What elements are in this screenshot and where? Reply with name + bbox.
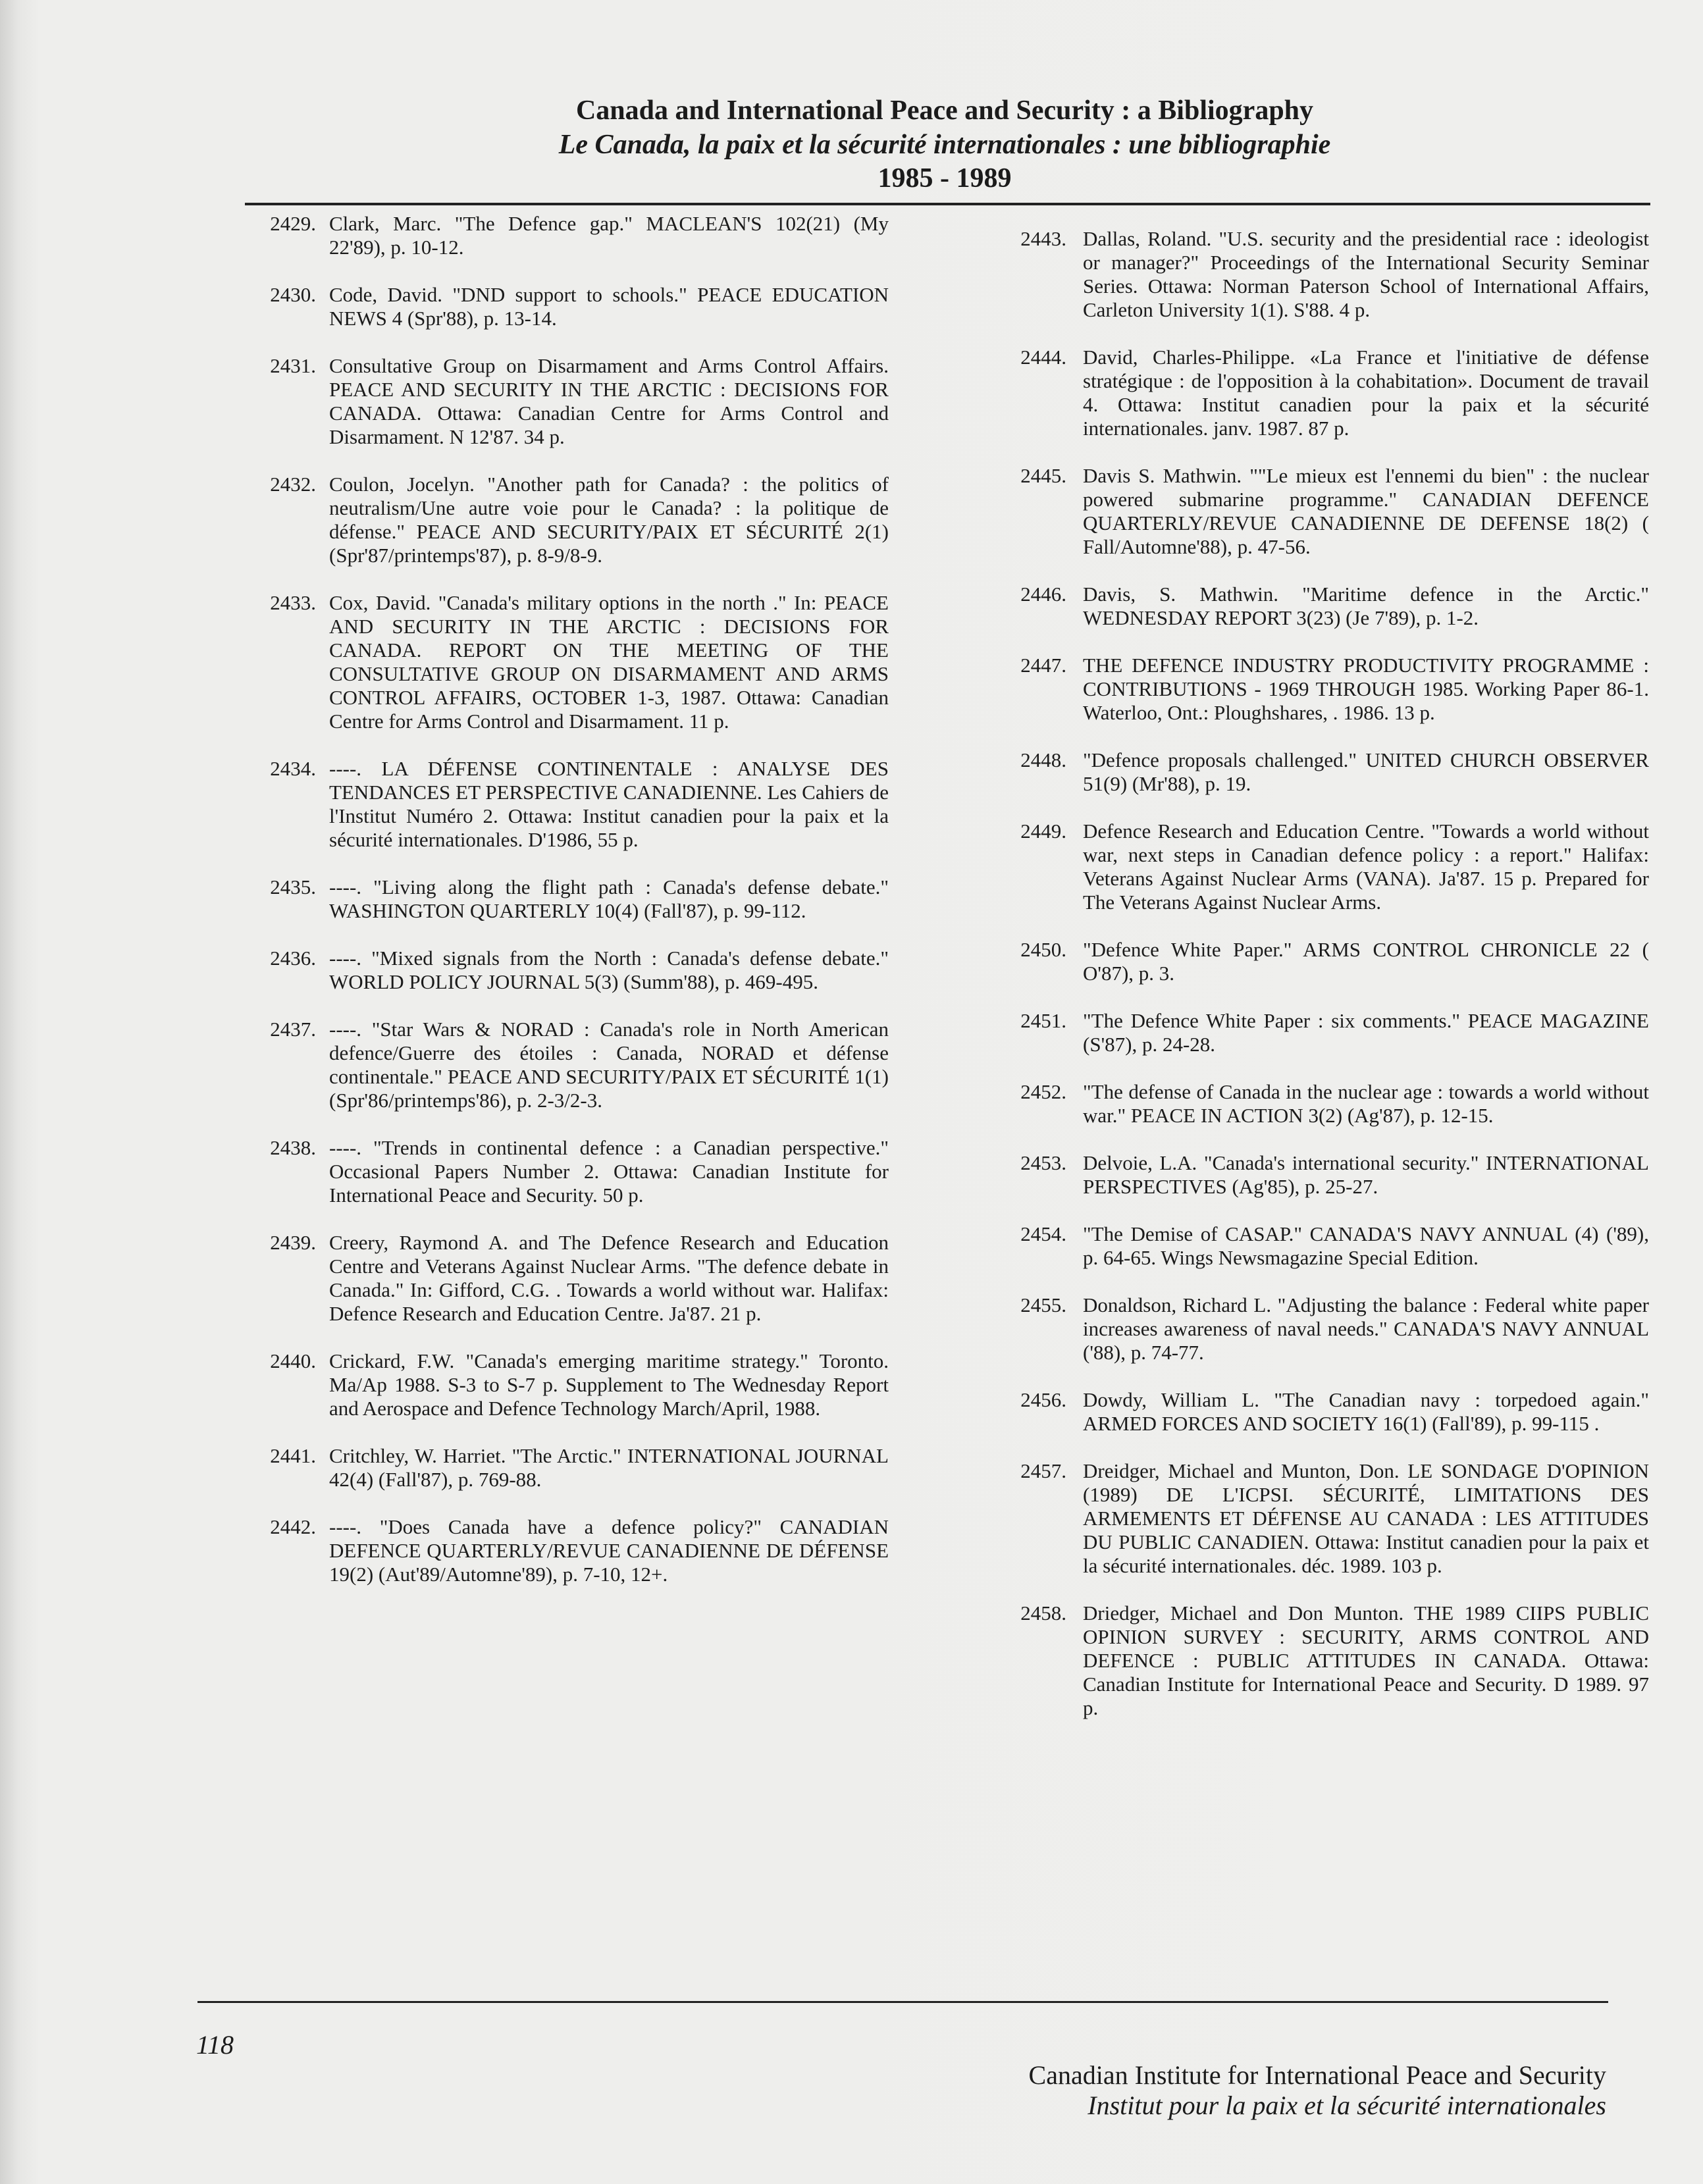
bibliography-entry <box>961 1009 1649 1056</box>
entry-text: Code, David. "DND support to schools." PEACE EDUCATION NEWS 4 (Spr'88), p. 13-14. <box>329 283 889 330</box>
entry-text: ----. "Does Canada have a defence policy?" CANADIAN DEFENCE QUARTERLY/REVUE CANADIENNE DE DÉFENSE 19(2) (Aut'89/Automne'89), p. 7-10, 12+. <box>329 1515 889 1586</box>
bibliography-entry <box>961 583 1649 630</box>
entry-text: "Defence proposals challenged." UNITED CHURCH OBSERVER 51(9) (Mr'88), p. 19. <box>1083 748 1649 795</box>
bibliography-entry <box>961 1151 1649 1199</box>
entry-text: THE DEFENCE INDUSTRY PRODUCTIVITY PROGRAMME : CONTRIBUTIONS - 1969 THROUGH 1985. Working Paper 86-1. Waterloo, Ont.: Ploughshares, . 1986. 13 p. <box>1083 654 1649 724</box>
bibliography-entry <box>961 1601 1649 1720</box>
entry-text: Clark, Marc. "The Defence gap." MACLEAN'S 102(21) (My 22'89), p. 10-12. <box>329 212 889 259</box>
entry-number: 2454. <box>1020 1222 1066 1245</box>
entry-number: 2434. <box>270 757 316 780</box>
bibliography-entry <box>217 1349 889 1420</box>
bibliography-entry <box>961 819 1649 914</box>
bibliography-entry <box>961 346 1649 440</box>
entry-number: 2443. <box>1020 227 1066 250</box>
entry-number: 2445. <box>1020 464 1066 487</box>
bibliography-entry <box>217 1444 889 1492</box>
entry-number: 2438. <box>270 1136 316 1159</box>
institute-name-english: Canadian Institute for International Peace and Security <box>1028 2060 1606 2090</box>
entry-text: Critchley, W. Harriet. "The Arctic." INTERNATIONAL JOURNAL 42(4) (Fall'87), p. 769-88. <box>329 1444 889 1491</box>
footer-rule <box>197 2001 1608 2003</box>
entry-number: 2433. <box>270 591 316 614</box>
bibliography-entry <box>217 473 889 567</box>
entry-number: 2436. <box>270 947 316 970</box>
entry-text: Cox, David. "Canada's military options in the north ." In: PEACE AND SECURITY IN THE ARCTIC : DECISIONS FOR CANADA. REPORT ON THE MEETING OF THE CONSULTATIVE GROUP ON DISARMAMENT AND ARMS CONTROL AFFAIRS, OCTOBER 1-3, 1987. Ottawa: Canadian Centre for Arms Control and Disarmament. 11 p. <box>329 591 889 733</box>
entry-text: Defence Research and Education Centre. "Towards a world without war, next steps in Canadian defence policy : a report." Halifax: Veterans Against Nuclear Arms (VANA). Ja'87. 15 p. Prepared for The Veterans Against Nuclear Arms. <box>1083 819 1649 914</box>
entry-text: Coulon, Jocelyn. "Another path for Canada? : the politics of neutralism/Une autre voie pour le Canada? : la politique de défense." PEACE AND SECURITY/PAIX ET SÉCURITÉ 2(1) (Spr'87/printemps'87), p. 8-9/8-9. <box>329 473 889 567</box>
page-number: 118 <box>196 2030 234 2060</box>
bibliography-entry <box>961 1222 1649 1270</box>
entry-number: 2453. <box>1020 1151 1066 1174</box>
entry-number: 2448. <box>1020 748 1066 771</box>
page-header <box>237 93 1652 195</box>
entry-text: Consultative Group on Disarmament and Arms Control Affairs. PEACE AND SECURITY IN THE ARCTIC : DECISIONS FOR CANADA. Ottawa: Canadian Centre for Arms Control and Disarmament. N 12'87. 34 p. <box>329 354 889 448</box>
bibliography-entry <box>217 212 889 259</box>
entry-number: 2456. <box>1020 1388 1066 1411</box>
entry-text: Crickard, F.W. "Canada's emerging maritime strategy." Toronto. Ma/Ap 1988. S-3 to S-7 p. Supplement to The Wednesday Report and Aerospace and Defence Technology March/April, 1988. <box>329 1349 889 1420</box>
bibliography-entry <box>961 654 1649 725</box>
entry-text: "The Demise of CASAP." CANADA'S NAVY ANNUAL (4) ('89), p. 64-65. Wings Newsmagazine Special Edition. <box>1083 1222 1649 1269</box>
entry-number: 2442. <box>270 1515 316 1538</box>
footer-institute <box>1029 2060 1606 2121</box>
bibliography-entry <box>961 1080 1649 1128</box>
entry-number: 2447. <box>1020 654 1066 677</box>
entry-text: Delvoie, L.A. "Canada's international security." INTERNATIONAL PERSPECTIVES (Ag'85), p. 25-27. <box>1083 1151 1649 1198</box>
title-english: Canada and International Peace and Security : a Bibliography <box>575 95 1314 126</box>
entry-text: "The defense of Canada in the nuclear age : towards a world without war." PEACE IN ACTION 3(2) (Ag'87), p. 12-15. <box>1083 1080 1649 1127</box>
bibliography-entry <box>217 1136 889 1207</box>
bibliography-entry <box>217 875 889 923</box>
entry-number: 2431. <box>270 354 316 377</box>
institute-name-french: Institut pour la paix et la sécurité internationales <box>1087 2091 1606 2120</box>
entry-text: Dowdy, William L. "The Canadian navy : torpedoed again." ARMED FORCES AND SOCIETY 16(1) (Fall'89), p. 99-115 . <box>1083 1388 1649 1435</box>
entry-number: 2429. <box>270 212 316 235</box>
entry-number: 2446. <box>1020 583 1066 606</box>
bibliography-entry <box>217 591 889 733</box>
bibliography-entry <box>961 227 1649 322</box>
entry-text: ----. "Star Wars & NORAD : Canada's role in North American defence/Guerre des étoiles : Canada, NORAD et défense continentale." PEACE AND SECURITY/PAIX ET SÉCURITÉ 1(1) (Spr'86/printemps'86), p. 2-3/2-3. <box>329 1018 889 1112</box>
entry-number: 2452. <box>1020 1080 1066 1103</box>
entry-text: ----. "Trends in continental defence : a Canadian perspective." Occasional Papers Number 2. Ottawa: Canadian Institute for International Peace and Security. 50 p. <box>329 1136 889 1207</box>
entry-number: 2451. <box>1020 1009 1066 1032</box>
left-column <box>217 212 889 1610</box>
entry-text: "The Defence White Paper : six comments." PEACE MAGAZINE (S'87), p. 24-28. <box>1083 1009 1649 1056</box>
entry-number: 2455. <box>1020 1293 1066 1316</box>
entry-number: 2430. <box>270 283 316 306</box>
entry-number: 2432. <box>270 473 316 496</box>
bibliography-entry <box>961 1388 1649 1436</box>
bibliography-entry <box>217 354 889 449</box>
bibliography-entry <box>217 1515 889 1586</box>
entry-number: 2439. <box>270 1231 316 1254</box>
right-column <box>961 227 1649 1744</box>
entry-number: 2449. <box>1020 819 1066 843</box>
entry-text: Davis S. Mathwin. ""Le mieux est l'ennemi du bien" : the nuclear powered submarine programme." CANADIAN DEFENCE QUARTERLY/REVUE CANADIENNE DE DEFENSE 18(2) ( Fall/Automne'88), p. 47-56. <box>1083 464 1649 558</box>
bibliography-entry <box>217 757 889 852</box>
bibliography-entry <box>217 1231 889 1326</box>
entry-number: 2457. <box>1020 1459 1066 1482</box>
entry-text: Driedger, Michael and Don Munton. THE 1989 CIIPS PUBLIC OPINION SURVEY : SECURITY, ARMS CONTROL AND DEFENCE : PUBLIC ATTITUDES IN CANADA. Ottawa: Canadian Institute for International Peace and Security. D 1989. 97 p. <box>1083 1601 1649 1719</box>
bibliography-entry <box>961 938 1649 985</box>
bibliography-entry <box>961 1459 1649 1578</box>
entry-text: "Defence White Paper." ARMS CONTROL CHRONICLE 22 ( O'87), p. 3. <box>1083 938 1649 985</box>
bibliography-entry <box>217 283 889 330</box>
header-rule <box>245 203 1650 205</box>
entry-number: 2441. <box>270 1444 316 1467</box>
entry-text: Donaldson, Richard L. "Adjusting the balance : Federal white paper increases awareness of naval needs." CANADA'S NAVY ANNUAL ('88), p. 74-77. <box>1083 1293 1649 1364</box>
entry-text: ----. "Mixed signals from the North : Canada's defense debate." WORLD POLICY JOURNAL 5(3) (Summ'88), p. 469-495. <box>329 947 889 993</box>
entry-text: Creery, Raymond A. and The Defence Research and Education Centre and Veterans Against Nuclear Arms. "The defence debate in Canada." In: Gifford, C.G. . Towards a world without war. Halifax: Defence Research and Education Centre. Ja'87. 21 p. <box>329 1231 889 1325</box>
entry-number: 2440. <box>270 1349 316 1372</box>
bibliography-entry <box>217 1018 889 1112</box>
entry-text: Dallas, Roland. "U.S. security and the presidential race : ideologist or manager?" Proceedings of the International Security Seminar Series. Ottawa: Norman Paterson School of International Affairs, Carleton University 1(1). S'88. 4 p. <box>1083 227 1649 321</box>
entry-text: Dreidger, Michael and Munton, Don. LE SONDAGE D'OPINION (1989) DE L'ICPSI. SÉCURITÉ, LIMITATIONS DES ARMEMENTS ET DÉFENSE AU CANADA : LES ATTITUDES DU PUBLIC CANADIEN. Ottawa: Institut canadien pour la paix et la sécurité internationales. déc. 1989. 103 p. <box>1083 1459 1649 1577</box>
entry-number: 2437. <box>270 1018 316 1041</box>
bibliography-entry <box>961 1293 1649 1365</box>
entry-number: 2444. <box>1020 346 1066 369</box>
entry-text: Davis, S. Mathwin. "Maritime defence in the Arctic." WEDNESDAY REPORT 3(23) (Je 7'89), p. 1-2. <box>1083 583 1649 629</box>
entry-text: ----. LA DÉFENSE CONTINENTALE : ANALYSE DES TENDANCES ET PERSPECTIVE CANADIENNE. Les Cahiers de l'Institut Numéro 2. Ottawa: Institut canadien pour la paix et la sécurité internationales. D'1986, 55 p. <box>329 757 889 851</box>
bibliography-entry <box>961 464 1649 559</box>
bibliography-entry <box>961 748 1649 796</box>
entry-text: ----. "Living along the flight path : Canada's defense debate." WASHINGTON QUARTERLY 10(4) (Fall'87), p. 99-112. <box>329 875 889 922</box>
entry-number: 2450. <box>1020 938 1066 961</box>
title-years: 1985 - 1989 <box>878 163 1012 194</box>
bibliography-entry <box>217 947 889 994</box>
title-french: Le Canada, la paix et la sécurité internationales : une bibliographie <box>558 130 1331 160</box>
entry-number: 2458. <box>1020 1601 1066 1625</box>
entry-number: 2435. <box>270 875 316 898</box>
entry-text: David, Charles-Philippe. «La France et l'initiative de défense stratégique : de l'opposition à la cohabitation». Document de travail 4. Ottawa: Institut canadien pour la paix et la sécurité internationales. janv. 1987. 87 p. <box>1083 346 1649 440</box>
